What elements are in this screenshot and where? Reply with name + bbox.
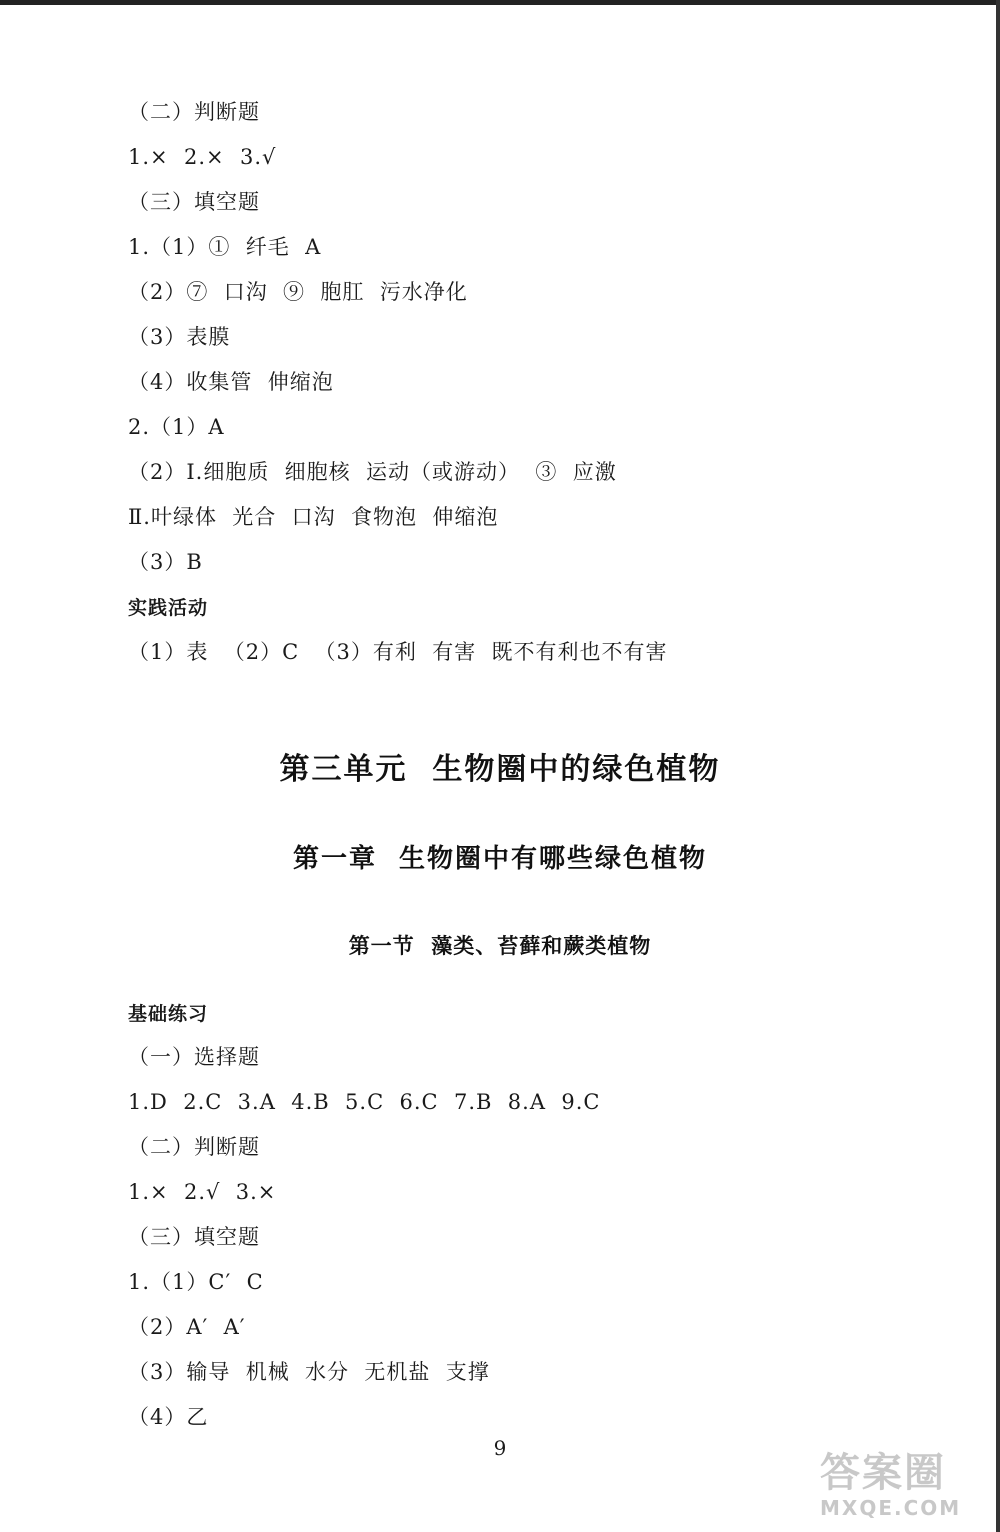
- answer-line: 1.（1）C′ C: [128, 1270, 264, 1294]
- answer-line: 2.（1）A: [128, 415, 225, 439]
- answer-line: （3）B: [128, 550, 203, 574]
- answer-line: 1.× 2.√ 3.×: [128, 1180, 277, 1204]
- answer-line: 1.D 2.C 3.A 4.B 5.C 6.C 7.B 8.A 9.C: [128, 1090, 601, 1114]
- answer-line: （3）输导 机械 水分 无机盐 支撑: [128, 1360, 490, 1384]
- page-number: 9: [493, 1436, 507, 1460]
- answer-line: 实践活动: [128, 597, 209, 619]
- answer-line: 基础练习: [128, 1003, 209, 1025]
- answer-line: （二）判断题: [128, 1135, 260, 1159]
- answer-line: （4）乙: [128, 1405, 209, 1429]
- answer-line: （1）表 （2）C （3）有利 有害 既不有利也不有害: [128, 640, 668, 664]
- answer-line: （二）判断题: [128, 100, 260, 124]
- section-heading: 第一节 藻类、苔藓和蕨类植物: [348, 934, 652, 958]
- watermark-logo-text: 答案圈: [820, 1450, 946, 1496]
- answer-line: （4）收集管 伸缩泡: [128, 370, 334, 394]
- watermark-logo: [820, 1450, 990, 1530]
- watermark-url: MXQE.COM: [820, 1496, 962, 1520]
- answer-line: （3）表膜: [128, 325, 231, 349]
- answer-line: （2）⑦ 口沟 ⑨ 胞肛 污水净化: [128, 280, 468, 304]
- answer-line: 1.× 2.× 3.√: [128, 145, 277, 169]
- answer-line: Ⅱ.叶绿体 光合 口沟 食物泡 伸缩泡: [128, 505, 499, 529]
- answer-line: 1.（1）① 纤毛 A: [128, 235, 322, 259]
- chapter-heading: 第一章 生物圈中有哪些绿色植物: [292, 844, 708, 874]
- answer-line: （三）填空题: [128, 1225, 260, 1249]
- answer-line: （三）填空题: [128, 190, 260, 214]
- answer-line: （一）选择题: [128, 1045, 260, 1069]
- unit-heading: 第三单元 生物圈中的绿色植物: [279, 752, 721, 787]
- answer-line: （2）Ⅰ.细胞质 细胞核 运动（或游动） ③ 应激: [128, 460, 617, 484]
- top-border: [0, 0, 1000, 5]
- answer-line: （2）A′ A′: [128, 1315, 246, 1339]
